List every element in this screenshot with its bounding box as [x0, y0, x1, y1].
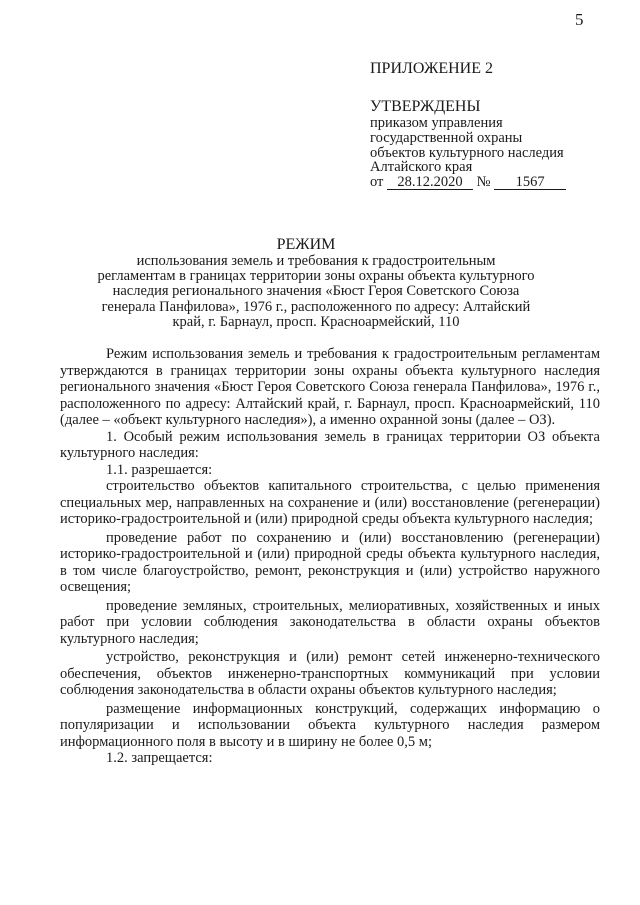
paragraph-section-1: 1. Особый режим использования земель в границах территории ОЗ объекта культурного наследия:: [60, 428, 600, 461]
approval-line: Алтайского края: [370, 159, 473, 176]
approval-number-label: №: [476, 174, 491, 191]
paragraph-allowed-heading: 1.1. разрешается:: [106, 461, 213, 478]
approval-date: 28.12.2020: [387, 176, 473, 190]
approval-date-line: [370, 175, 620, 190]
approval-block: [370, 98, 620, 190]
paragraph-allowed-item: строительство объектов капитального строительства, с целью применения специальных мер, направленных на сохранение и (или) восстановление (регенерации) историко-градостроительной и (или) природной среды объекта культурного наследия;: [60, 478, 600, 527]
approval-line: объектов культурного наследия: [370, 144, 564, 161]
approval-from-label: от: [370, 174, 384, 191]
paragraph-allowed-item: размещение информационных конструкций, содержащих информацию о популяризации и использовании объекта культурного наследия размером информационного поля в высоту и в ширину не более 0,5 м;: [60, 700, 600, 750]
appendix-label: ПРИЛОЖЕНИЕ 2: [370, 60, 494, 77]
document-title: РЕЖИМ: [276, 236, 336, 253]
paragraph-allowed-item: устройство, реконструкция и (или) ремонт сетей инженерно-технического обеспечения, объектов инженерно-транспортных коммуникаций при условии соблюдения законодательства в области охраны объектов культурного наследия;: [60, 649, 600, 698]
approval-title: УТВЕРЖДЕНЫ: [370, 98, 481, 115]
approval-line: государственной охраны: [370, 129, 523, 146]
paragraph-intro: Режим использования земель и требования к градостроительным регламентам утверждаются в границах территории зоны охраны объекта культурного наследия регионального значения «Бюст Героя Советского Союза генерала Панфилова», 1976 г., расположенного по адресу: Алтайский край, г. Барнаул, просп. Красноармейский, 110 (далее – «объект культурного наследия»), а именно охранной зоны (далее – ОЗ).: [60, 346, 600, 428]
paragraph-allowed-item: проведение работ по сохранению и (или) восстановлению (регенерации) историко-градостроительной и (или) природной среды объекта культурного наследия, в том числе благоустройство, ремонт, реконструкция и (или) устройство наружного освещения;: [60, 529, 600, 595]
approval-line: приказом управления: [370, 115, 503, 131]
document-body: [60, 346, 600, 767]
approval-number: 1567: [494, 176, 566, 190]
paragraph-prohibited-heading: 1.2. запрещается:: [106, 750, 213, 766]
document-subtitle: использования земель и требования к градостроительным регламентам в границах территории зоны охраны объекта культурного наследия регионального значения «Бюст Героя Советского Союза генерала Панфилова», 1976 г., расположенного по адресу: Алтайский край, г. Барнаул, просп. Красноармейский, 110: [97, 253, 535, 330]
paragraph-allowed-item: проведение земляных, строительных, мелиоративных, хозяйственных и иных работ при условии соблюдения законодательства в области охраны объектов культурного наследия;: [60, 597, 600, 647]
page-number: 5: [575, 10, 584, 29]
